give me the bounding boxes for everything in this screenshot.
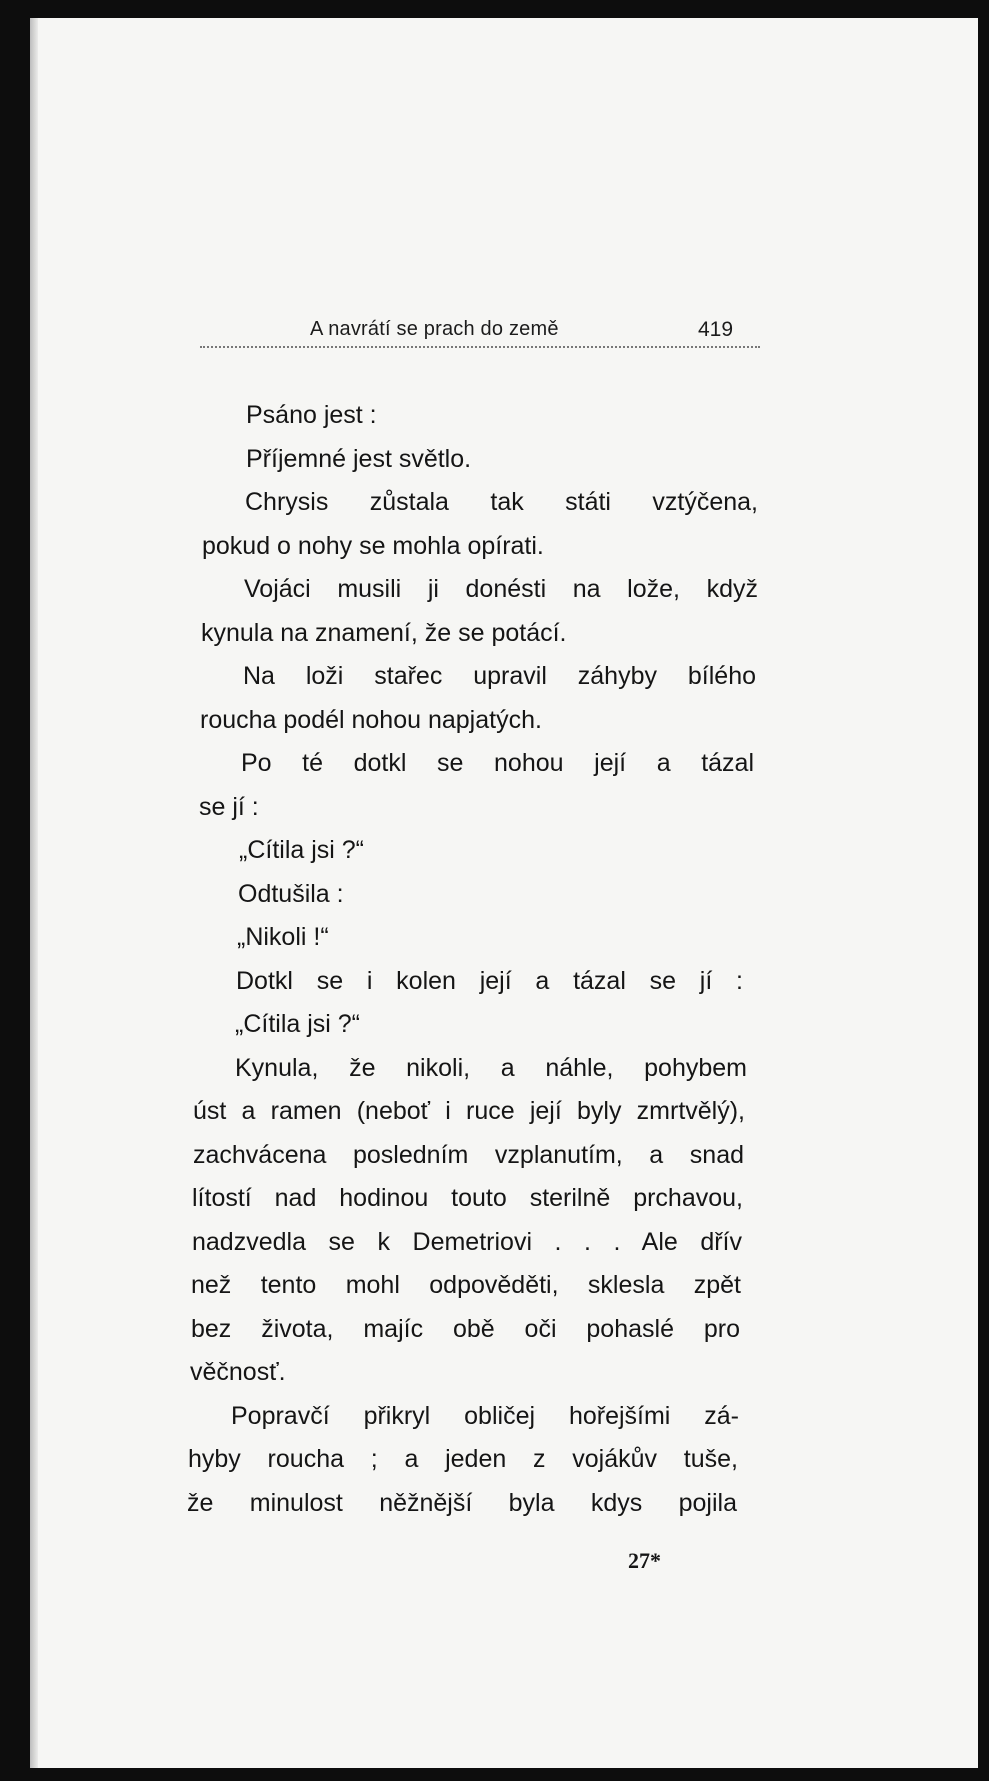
text-line: lítostí nad hodinou touto sterilně prchavou,	[192, 1184, 743, 1212]
text-line: „Cítila jsi ?“	[239, 836, 365, 864]
text-line: Po té dotkl se nohou její a tázal	[241, 749, 754, 777]
text-line: bez života, majíc obě oči pohaslé pro	[191, 1315, 740, 1343]
text-line: se jí :	[199, 793, 259, 821]
text-line: úst a ramen (neboť i ruce její byly zmrtvělý),	[193, 1097, 745, 1125]
text-line: Psáno jest :	[246, 401, 377, 429]
book-page	[30, 18, 978, 1768]
text-line: Na loži stařec upravil záhyby bílého	[243, 662, 756, 690]
text-line: „Nikoli !“	[237, 923, 329, 951]
text-line: Vojáci musili ji donésti na lože, když	[244, 575, 758, 603]
text-line: Popravčí přikryl obličej hořejšími zá-	[231, 1402, 739, 1430]
text-line: pokud o nohy se mohla opírati.	[202, 532, 544, 560]
text-line: že minulost něžnější byla kdys pojila	[187, 1489, 737, 1517]
text-line: roucha podél nohou napjatých.	[200, 706, 542, 734]
text-line: kynula na znamení, že se potácí.	[201, 619, 567, 647]
text-line: Dotkl se i kolen její a tázal se jí :	[236, 967, 743, 995]
text-line: Kynula, že nikoli, a náhle, pohybem	[235, 1054, 747, 1082]
text-line: zachvácena posledním vzplanutím, a snad	[193, 1141, 744, 1169]
text-line: hyby roucha ; a jeden z vojákův tuše,	[188, 1445, 738, 1473]
signature-mark: 27*	[628, 1548, 661, 1573]
running-title: A navrátí se prach do země	[310, 318, 559, 340]
text-line: věčnosť.	[190, 1358, 286, 1386]
text-line: Odtušila :	[238, 880, 344, 908]
page-gutter	[30, 18, 38, 1768]
text-line: „Cítila jsi ?“	[235, 1010, 361, 1038]
text-line: než tento mohl odpověděti, sklesla zpět	[191, 1271, 741, 1299]
text-line: nadzvedla se k Demetriovi . . . Ale dřív	[192, 1228, 742, 1256]
text-line: Chrysis zůstala tak státi vztýčena,	[245, 488, 758, 516]
page-number: 419	[698, 318, 734, 341]
text-line: Příjemné jest světlo.	[246, 445, 472, 473]
header-rule	[200, 346, 760, 348]
